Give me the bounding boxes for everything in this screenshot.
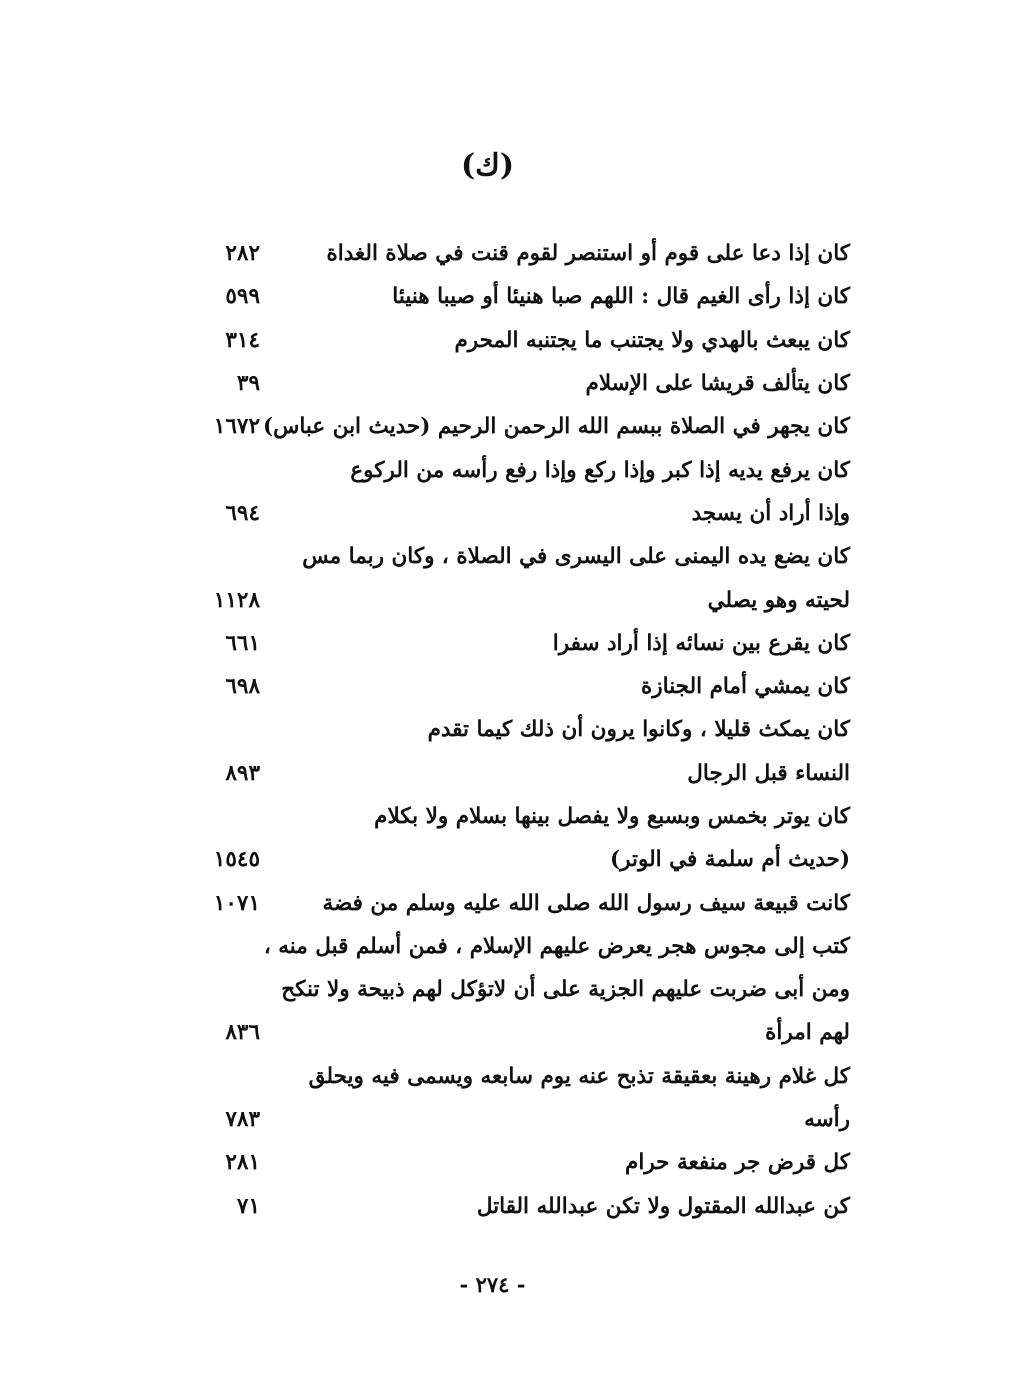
index-entry xyxy=(170,1011,850,1054)
index-entry xyxy=(170,492,850,535)
index-entry xyxy=(170,1055,850,1098)
entry-page-number: ٢٨١ xyxy=(225,1150,260,1176)
index-entry xyxy=(170,925,850,968)
entry-text: (حديث أم سلمة في الوتر) xyxy=(609,847,850,873)
index-entry xyxy=(170,1185,850,1228)
entry-page-number: ٦٦١ xyxy=(225,630,260,656)
entry-page-number: ٧٨٣ xyxy=(225,1107,260,1133)
entry-text: لحيته وهو يصلي xyxy=(707,587,850,613)
entry-page-number: ١٦٧٢ xyxy=(213,414,260,440)
index-entry xyxy=(170,319,850,362)
index-entry xyxy=(170,1098,850,1141)
entry-text: كان إذا رأى الغيم قال : اللهم صبا هنيئا أو صيبا هنيئا xyxy=(392,284,850,310)
entry-text: كان يقرع بين نسائه إذا أراد سفرا xyxy=(552,630,850,656)
entry-text: كان يبعث بالهدي ولا يجتنب ما يجتنبه المحرم xyxy=(454,327,850,353)
index-entry xyxy=(170,1141,850,1184)
page-number: - ٢٧٤ - xyxy=(459,1272,526,1297)
entry-page-number: ١١٢٨ xyxy=(213,587,260,613)
entry-page-number: ٢٨٢ xyxy=(225,241,260,267)
entry-page-number: ٦٩٨ xyxy=(225,674,260,700)
entry-text: كان يجهر في الصلاة ببسم الله الرحمن الرحيم (حديث ابن عباس) xyxy=(262,414,850,440)
entry-text: كتب إلى مجوس هجر يعرض عليهم الإسلام ، فمن أسلم قبل منه ، xyxy=(263,933,850,959)
entry-page-number: ٥٩٩ xyxy=(225,284,260,310)
entry-text: كانت قبيعة سيف رسول الله صلى الله عليه وسلم من فضة xyxy=(322,890,850,916)
entry-page-number: ٨٣٦ xyxy=(225,1020,260,1046)
index-entry xyxy=(170,752,850,795)
entry-text: كان يتألف قريشا على الإسلام xyxy=(585,371,850,397)
index-entry xyxy=(170,838,850,881)
entry-text: كان يرفع يديه إذا كبر وإذا ركع وإذا رفع رأسه من الركوع xyxy=(350,457,850,483)
index-entry xyxy=(170,275,850,318)
index-entry xyxy=(170,881,850,924)
index-entry xyxy=(170,622,850,665)
index-list xyxy=(170,232,850,1228)
entry-page-number: ٨٩٣ xyxy=(225,760,260,786)
index-entry xyxy=(170,405,850,448)
entry-text: كن عبدالله المقتول ولا تكن عبدالله القاتل xyxy=(476,1193,850,1219)
index-entry xyxy=(170,535,850,578)
entry-page-number: ١٥٤٥ xyxy=(213,847,260,873)
entry-text: كل قرض جر منفعة حرام xyxy=(625,1150,850,1176)
index-entry xyxy=(170,232,850,275)
entry-page-number: ٣٩ xyxy=(236,371,260,397)
entry-text: وإذا أراد أن يسجد xyxy=(691,500,850,526)
index-entry xyxy=(170,448,850,491)
index-entry xyxy=(170,362,850,405)
entry-page-number: ٣١٤ xyxy=(225,327,260,353)
entry-text: رأسه xyxy=(804,1107,850,1133)
entry-text: النساء قبل الرجال xyxy=(687,760,850,786)
index-entry xyxy=(170,578,850,621)
entry-text: كان يمكث قليلا ، وكانوا يرون أن ذلك كيما تقدم xyxy=(427,717,850,743)
entry-text: كان يضع يده اليمنى على اليسرى في الصلاة ، وكان ربما مس xyxy=(302,544,850,570)
index-entry xyxy=(170,665,850,708)
entry-text: كان يمشي أمام الجنازة xyxy=(641,674,850,700)
entry-page-number: ٦٩٤ xyxy=(225,500,260,526)
entry-text: لهم امرأة xyxy=(765,1020,850,1046)
entry-text: ومن أبى ضربت عليهم الجزية على أن لاتؤكل لهم ذبيحة ولا تنكح xyxy=(281,977,850,1003)
index-entry xyxy=(170,968,850,1011)
index-entry xyxy=(170,708,850,751)
entry-text: كل غلام رهينة بعقيقة تذبح عنه يوم سابعه ويسمى فيه ويحلق xyxy=(308,1063,850,1089)
entry-page-number: ٧١ xyxy=(236,1193,260,1219)
index-entry xyxy=(170,795,850,838)
entry-text: كان إذا دعا على قوم أو استنصر لقوم قنت في صلاة الغداة xyxy=(326,241,850,267)
section-heading: (ك) xyxy=(460,148,515,183)
entry-text: كان يوتر بخمس وبسبع ولا يفصل بينها بسلام ولا بكلام xyxy=(374,804,850,829)
entry-page-number: ١٠٧١ xyxy=(213,890,260,916)
